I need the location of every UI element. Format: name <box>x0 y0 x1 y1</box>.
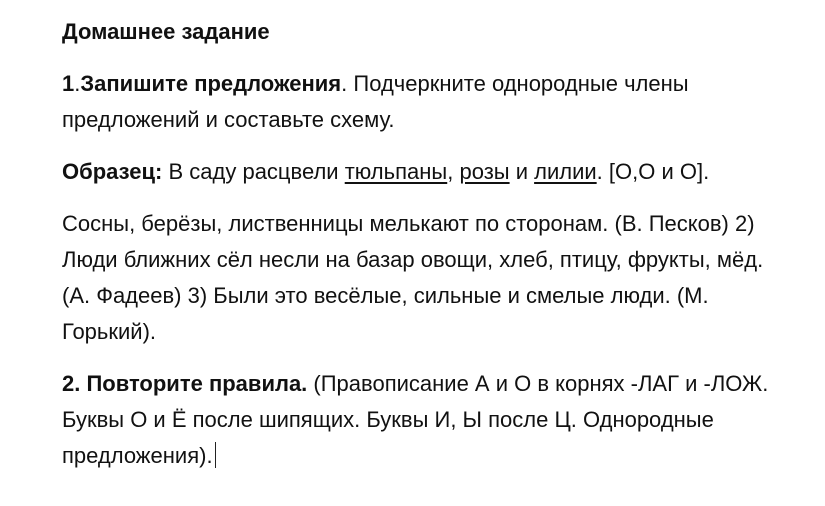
task-1-number: 1 <box>62 71 75 96</box>
task-2-text: (Правописание А и О в корнях -ЛАГ и -ЛОЖ. Буквы О и Ё после шипящих. Буквы И, Ы после Ц. Однородные предложения). <box>62 371 769 468</box>
sample-word-3: лилии <box>534 159 597 184</box>
task-1 <box>62 66 782 138</box>
sample-text-before: В саду расцвели <box>162 159 345 184</box>
document-title: Домашнее задание <box>62 19 270 44</box>
task-1-text: . Подчеркните однородные члены предложений и составьте схему. <box>62 71 689 132</box>
sample-text-after: . [О,О и О]. <box>596 159 710 184</box>
sample-word-2: розы <box>459 159 510 184</box>
task-1-heading: Запишите предложения <box>80 71 342 96</box>
sample <box>62 154 782 190</box>
task-1-dot: . <box>74 71 81 96</box>
sentences-paragraph: Сосны, берёзы, лиственницы мелькают по сторонам. (В. Песков) 2) Люди ближних сёл несли на базар овощи, хлеб, птицу, фрукты, мёд. (А. Фадеев) 3) Были это весёлые, сильные и смелые люди. (М. Горький). <box>62 211 764 344</box>
text-cursor <box>215 442 216 468</box>
task-2-heading: 2. Повторите правила. <box>62 371 308 396</box>
sample-sep-2: и <box>509 159 535 184</box>
sample-sep-1: , <box>447 159 460 184</box>
document-page <box>62 14 782 490</box>
sample-label: Образец: <box>62 159 163 184</box>
sample-word-1: тюльпаны <box>344 159 448 184</box>
task-2 <box>62 366 782 474</box>
